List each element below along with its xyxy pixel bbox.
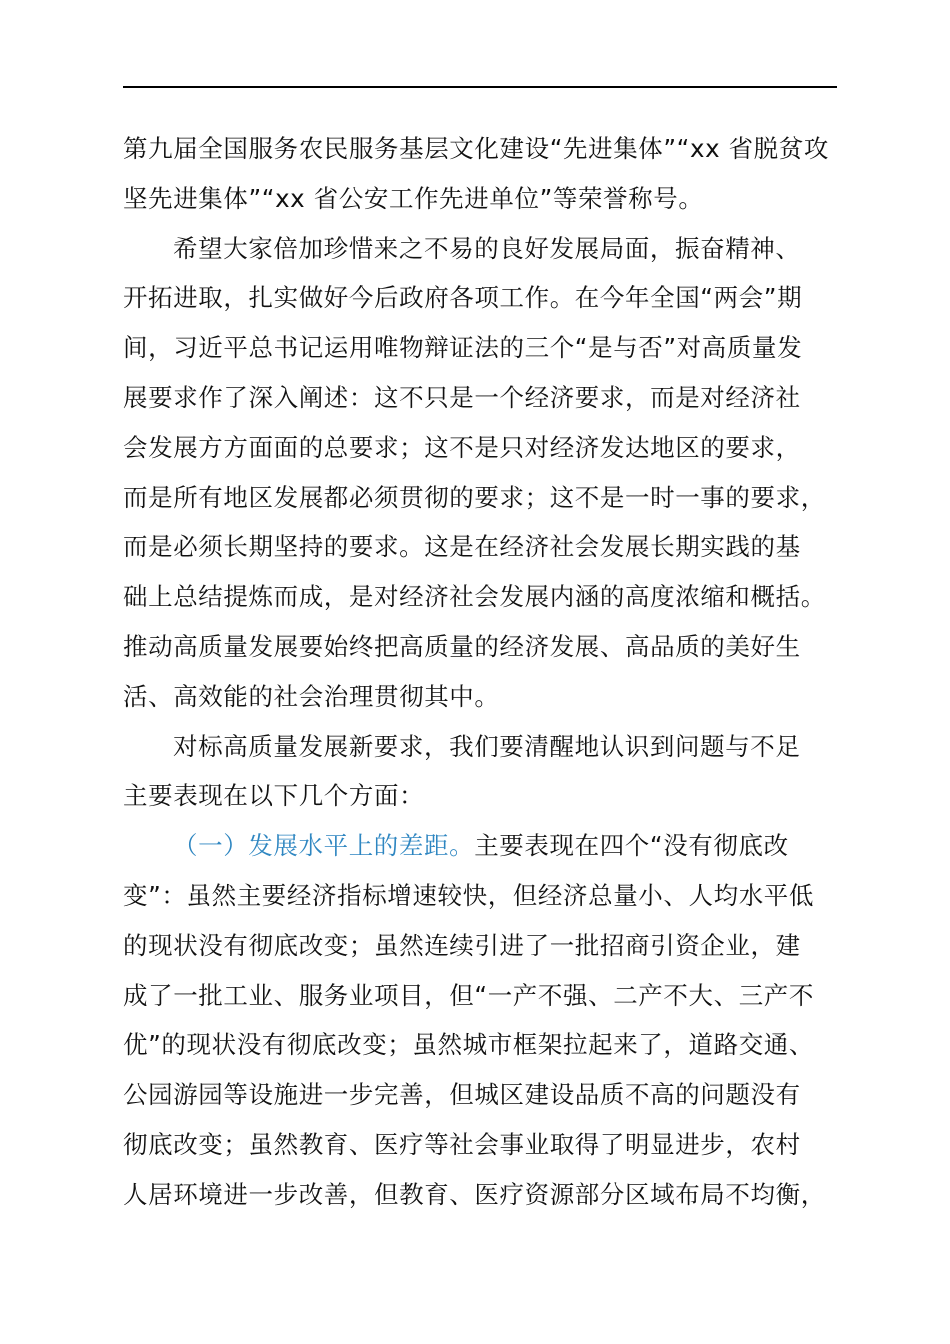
text-line: 彻底改变；虽然教育、医疗等社会事业取得了明显进步，农村 (123, 1129, 801, 1159)
text-line: 优”的现状没有彻底改变；虽然城市框架拉起来了，道路交通、 (123, 1030, 814, 1060)
header-rule (123, 86, 837, 88)
text-line: 成了一批工业、服务业项目，但“一产不强、二产不大、三产不 (123, 980, 814, 1010)
section-first-line (123, 821, 868, 871)
text-line: 公园游园等设施进一步完善，但城区建设品质不高的问题没有 (123, 1080, 801, 1110)
text-line: 而是所有地区发展都必须贯彻的要求；这不是一时一事的要求， (123, 482, 826, 512)
text-line: 开拓进取，扎实做好今后政府各项工作。在今年全国“两会”期 (123, 283, 803, 313)
section-heading: （一）发展水平上的差距。 (173, 831, 475, 861)
text-line: 变”：虽然主要经济指标增速较快，但经济总量小、人均水平低 (123, 880, 814, 910)
text-line: 推动高质量发展要始终把高质量的经济发展、高品质的美好生 (123, 631, 801, 661)
text-line: 间，习近平总书记运用唯物辩证法的三个“是与否”对高质量发 (123, 333, 803, 363)
section-lead: 主要表现在四个“没有彻底改 (474, 831, 789, 861)
text-line: 展要求作了深入阐述：这不只是一个经济要求，而是对经济社 (123, 382, 801, 412)
text-line: 的现状没有彻底改变；虽然连续引进了一批招商引资企业，建 (123, 930, 801, 960)
text-line: 人居环境进一步改善，但教育、医疗资源部分区域布局不均衡， (123, 1179, 826, 1209)
paragraph-start: 希望大家倍加珍惜来之不易的良好发展局面，振奋精神、 (173, 233, 801, 263)
text-line: 主要表现在以下几个方面： (123, 781, 425, 811)
document-body (123, 124, 868, 1220)
text-line: 活、高效能的社会治理贯彻其中。 (123, 681, 500, 711)
paragraph-start: 对标高质量发展新要求，我们要清醒地认识到问题与不足 (173, 731, 801, 761)
text-line: 础上总结提炼而成，是对经济社会发展内涵的高度浓缩和概括。 (123, 582, 826, 612)
text-line: 第九届全国服务农民服务基层文化建设“先进集体”“xx 省脱贫攻 (123, 134, 829, 163)
text-line: 坚先进集体”“xx 省公安工作先进单位”等荣誉称号。 (123, 183, 704, 213)
text-line: 会发展方方面面的总要求；这不是只对经济发达地区的要求， (123, 432, 801, 462)
text-line: 而是必须长期坚持的要求。这是在经济社会发展长期实践的基 (123, 532, 801, 562)
